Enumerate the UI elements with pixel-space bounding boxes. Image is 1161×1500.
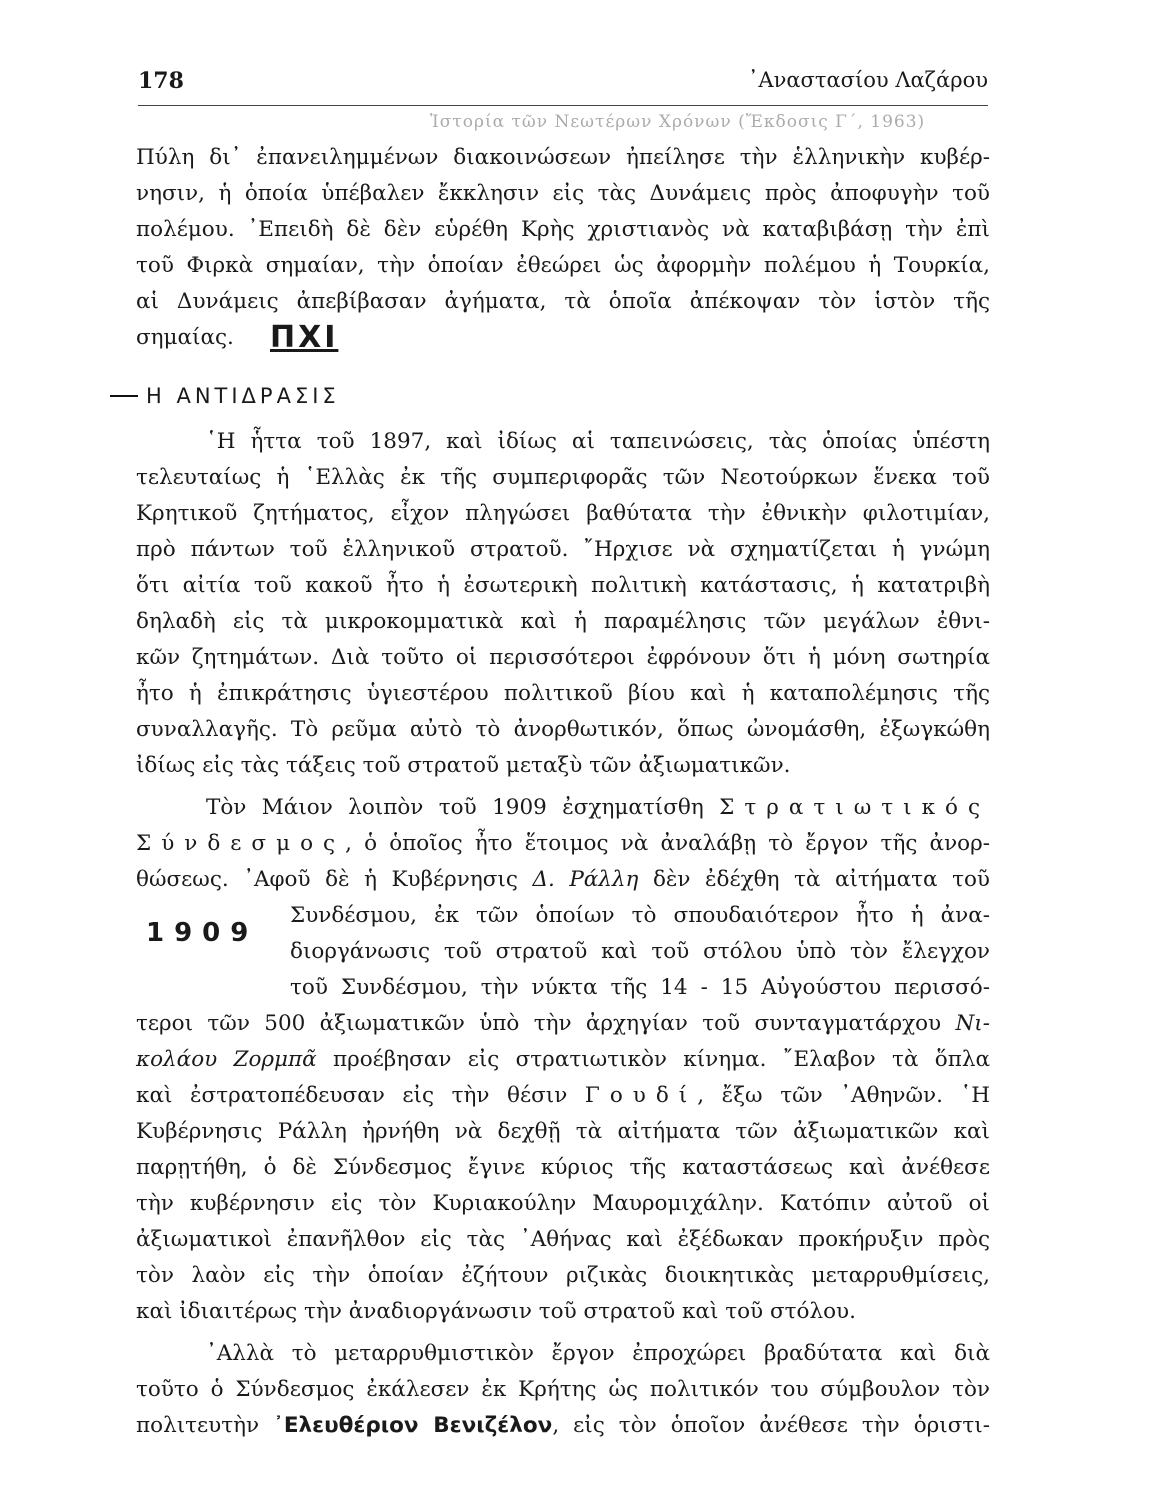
body-line: ῾Η ἧττα τοῦ 1897, καὶ ἰδίως αἱ ταπεινώσεις, τὰς ὁποίας ὑπέστη: [206, 429, 990, 454]
bleed-through-text: Ἱστορία τῶν Νεωτέρων Χρόνων (Ἔκδοσις Γ΄, 1963): [430, 112, 926, 132]
italic-name: Νι-: [955, 1011, 990, 1036]
section-heading: Η ΑΝΤΙΔΡΑΣΙΣ: [146, 384, 340, 408]
emphasized-term: Στρατιωτικός: [719, 795, 990, 820]
body-line: ὅτι αἰτία τοῦ κακοῦ ἦτο ἡ ἐσωτερικὴ πολιτικὴ κατάστασις, ἡ κατατριβὴ: [136, 573, 990, 598]
body-line: [206, 790, 990, 826]
bold-name: ᾿Ελευθέριον Βενιζέλον: [273, 1413, 553, 1438]
text-run: , ἔξω τῶν ᾿Αθηνῶν. ῾Η: [697, 1083, 991, 1108]
text-run: , ὁ ὁποῖος ἦτο ἕτοιμος νὰ ἀναλάβῃ τὸ ἔργον τῆς ἀνορ-: [345, 831, 990, 856]
body-line: τὴν κυβέρνησιν εἰς τὸν Κυριακούλην Μαυρομιχάλην. Κατόπιν αὐτοῦ οἱ: [136, 1191, 990, 1216]
text-run: , εἰς τὸν ὁποῖον ἀνέθεσε τὴν ὁριστι-: [552, 1413, 990, 1438]
body-line: παρῃτήθη, ὁ δὲ Σύνδεσμος ἔγινε κύριος τῆς καταστάσεως καὶ ἀνέθεσε: [136, 1155, 990, 1180]
body-line: Πύλη δι᾿ ἐπανειλημμένων διακοινώσεων ἠπείλησε τὴν ἑλληνικὴν κυβέρ-: [136, 145, 990, 170]
body-line: [136, 826, 990, 862]
text-run: προέβησαν εἰς στρατιωτικὸν κίνημα. ῎Ελαβον τὰ ὅπλα: [316, 1047, 990, 1072]
margin-year: 1909: [146, 918, 259, 948]
text-run: θώσεως. ᾿Αφοῦ δὲ ἡ Κυβέρνησις: [136, 867, 533, 892]
text-run: καὶ ἐστρατοπέδευσαν εἰς τὴν θέσιν: [136, 1083, 585, 1108]
body-line: [136, 1042, 990, 1078]
body-line: Κρητικοῦ ζητήματος, εἶχον πληγώσει βαθύτατα τὴν ἐθνικὴν φιλοτιμίαν,: [136, 501, 990, 526]
body-line: Κυβέρνησις Ράλλη ἠρνήθη νὰ δεχθῇ τὰ αἰτήματα τῶν ἀξιωματικῶν καὶ: [136, 1119, 990, 1144]
body-line: αἱ Δυνάμεις ἀπεβίβασαν ἀγήματα, τὰ ὁποῖα ἀπέκοψαν τὸν ἱστὸν τῆς: [136, 289, 990, 314]
body-line: συναλλαγῆς. Τὸ ρεῦμα αὐτὸ τὸ ἀνορθωτικόν, ὅπως ὠνομάσθη, ἐξωγκώθη: [136, 717, 990, 742]
heading-marker-dash: [110, 395, 138, 397]
body-line: ἦτο ἡ ἐπικράτησις ὑγιεστέρου πολιτικοῦ βίου καὶ ἡ καταπολέμησις τῆς: [136, 681, 990, 706]
italic-name: κολάου Ζορμπᾶ: [136, 1047, 317, 1072]
body-line: ἀξιωματικοὶ ἐπανῆλθον εἰς τὰς ᾿Αθήνας καὶ ἐξέδωκαν προκήρυξιν πρὸς: [136, 1227, 990, 1252]
header-rule: [138, 105, 988, 106]
body-line: [136, 1006, 990, 1042]
text-run: δὲν ἐδέχθη τὰ αἰτήματα τοῦ: [638, 867, 990, 892]
body-line: νησιν, ἡ ὁποία ὑπέβαλεν ἔκκλησιν εἰς τὰς Δυνάμεις πρὸς ἀποφυγὴν τοῦ: [136, 181, 990, 206]
body-line: πολέμου. ᾿Επειδὴ δὲ δὲν εὑρέθη Κρὴς χριστιανὸς νὰ καταβιβάσῃ τὴν ἐπὶ: [136, 217, 990, 242]
text-run: Τὸν Μάιον λοιπὸν τοῦ 1909 ἐσχηματίσθη: [206, 795, 720, 820]
text-run: τεροι τῶν 500 ἀξιωματικῶν ὑπὸ τὴν ἀρχηγίαν τοῦ συνταγματάρχου: [136, 1011, 956, 1036]
body-line: ἰδίως εἰς τὰς τάξεις τοῦ στρατοῦ μεταξὺ τῶν ἀξιωματικῶν.: [136, 753, 791, 778]
body-line: σημαίας.: [136, 325, 234, 350]
body-line: διοργάνωσις τοῦ στρατοῦ καὶ τοῦ στόλου ὑπὸ τὸν ἔλεγχον: [290, 939, 990, 964]
body-line: καὶ ἰδιαιτέρως τὴν ἀναδιοργάνωσιν τοῦ στρατοῦ καὶ τοῦ στόλου.: [136, 1299, 856, 1324]
page-number: 178: [138, 68, 184, 94]
body-line: [136, 1408, 990, 1444]
page-header: [138, 68, 988, 102]
italic-name: Δ. Ράλλη: [532, 867, 639, 892]
body-line: τοῦτο ὁ Σύνδεσμος ἐκάλεσεν ἐκ Κρήτης ὡς πολιτικόν του σύμβουλον τὸν: [136, 1377, 990, 1402]
body-line: κῶν ζητημάτων. Διὰ τοῦτο οἱ περισσότεροι ἐφρόνουν ὅτι ἡ μόνη σωτηρία: [136, 645, 990, 670]
body-line: [136, 862, 990, 898]
text-run: πολιτευτὴν: [136, 1413, 274, 1438]
body-line: τὸν λαὸν εἰς τὴν ὁποίαν ἐζήτουν ριζικὰς διοικητικὰς μεταρρυθμίσεις,: [136, 1263, 990, 1288]
body-line: δηλαδὴ εἰς τὰ μικροκομματικὰ καὶ ἡ παραμέλησις τῶν μεγάλων ἐθνι-: [136, 609, 990, 634]
body-line: ᾿Αλλὰ τὸ μεταρρυθμιστικὸν ἔργον ἐπροχώρει βραδύτατα καὶ διὰ: [206, 1341, 990, 1366]
body-line: πρὸ πάντων τοῦ ἑλληνικοῦ στρατοῦ. ῎Ηρχισε νὰ σχηματίζεται ἡ γνώμη: [136, 537, 990, 562]
handwritten-note: ΠΧΙ: [270, 320, 339, 355]
body-line: τελευταίως ἡ ῾Ελλὰς ἐκ τῆς συμπεριφορᾶς τῶν Νεοτούρκων ἕνεκα τοῦ: [136, 465, 990, 490]
body-line: Συνδέσμου, ἐκ τῶν ὁποίων τὸ σπουδαιότερον ἦτο ἡ ἀνα-: [290, 903, 990, 928]
emphasized-term: Γουδί: [584, 1083, 698, 1108]
body-line: τοῦ Συνδέσμου, τὴν νύκτα τῆς 14 - 15 Αὐγούστου περισσό-: [290, 975, 990, 1000]
body-line: [136, 1078, 990, 1114]
emphasized-term: Σύνδεσμος: [136, 831, 346, 856]
running-head: ᾿Αναστασίου Λαζάρου: [747, 68, 988, 92]
body-line: τοῦ Φιρκὰ σημαίαν, τὴν ὁποίαν ἐθεώρει ὡς ἀφορμὴν πολέμου ἡ Τουρκία,: [136, 253, 990, 278]
